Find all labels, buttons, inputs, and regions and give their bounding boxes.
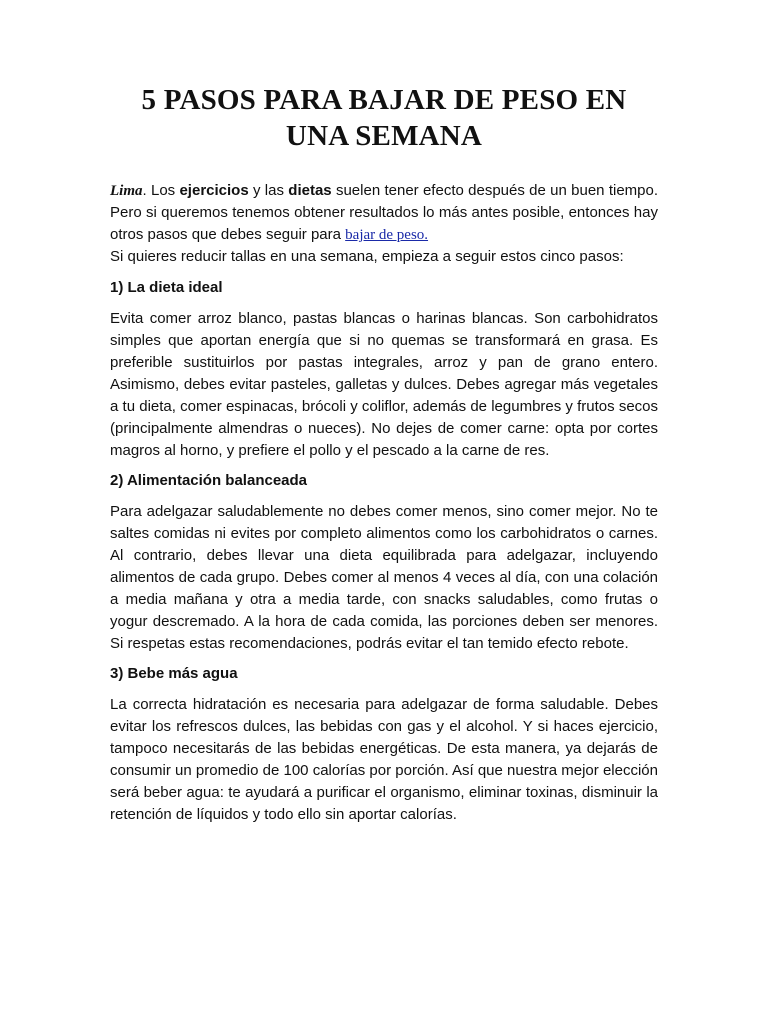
- intro-bold-dietas: dietas: [288, 182, 332, 199]
- intro-paragraph-2: Si quieres reducir tallas en una semana, empieza a seguir estos cinco pasos:: [110, 248, 624, 265]
- document-page: [110, 82, 658, 834]
- title-line-2: UNA SEMANA: [285, 120, 483, 152]
- bajar-de-peso-link[interactable]: bajar de peso.: [345, 227, 429, 243]
- intro-text-3: suelen tener efecto después de un buen tiempo. Pero si queremos tenemos obtener resultados lo más antes posible, entonces hay otros pasos que debes seguir para: [110, 182, 659, 243]
- section-3-heading: 3) Bebe más agua: [110, 665, 238, 682]
- intro-bold-ejercicios: ejercicios: [179, 182, 249, 199]
- section-2-heading: 2) Alimentación balanceada: [110, 472, 308, 489]
- section-1-body: Evita comer arroz blanco, pastas blancas o harinas blancas. Son carbohidratos simples que aportan energía que si no quemas se transformará en grasa. Es preferible sustituirlos por pastas integrales, arroz y pan de grano entero. Asimismo, debes evitar pasteles, galletas y dulces. Debes agregar más vegetales a tu dieta, comer espinacas, brócoli y coliflor, además de legumbres y frutos secos (principalmente almendras o nueces). No dejes de comer carne: opta por cortes magros al horno, y prefiere el pollo y el pescado a la carne de res.: [110, 310, 658, 459]
- title-line-1: 5 PASOS PARA BAJAR DE PESO EN: [141, 84, 627, 116]
- section-1-heading: 1) La dieta ideal: [110, 279, 223, 296]
- section-3-body: La correcta hidratación es necesaria para adelgazar de forma saludable. Debes evitar los refrescos dulces, las bebidas con gas y el alcohol. Y si haces ejercicio, tampoco necesitarás de las bebidas energéticas. De esta manera, ya dejarás de consumir un promedio de 100 calorías por porción. Así que nuestra mejor elección será beber agua: te ayudará a purificar el organismo, eliminar toxinas, disminuir la retención de líquidos y todo ello sin aportar calorías.: [110, 696, 658, 823]
- intro-city: Lima: [110, 183, 143, 199]
- intro-paragraph: [110, 180, 658, 246]
- section-2-body: Para adelgazar saludablemente no debes comer menos, sino comer mejor. No te saltes comidas ni evites por completo alimentos como los carbohidratos o carnes. Al contrario, debes llevar una dieta equilibrada para adelgazar, incluyendo alimentos de cada grupo. Debes comer al menos 4 veces al día, con una colación a media mañana y otra a media tarde, con snacks saludables, como frutas o yogur descremado. A la hora de cada comida, las porciones deben ser menores. Si respetas estas recomendaciones, podrás evitar el tan temido efecto rebote.: [110, 503, 658, 652]
- intro-text-2: y las: [248, 182, 289, 199]
- intro-text-1: . Los: [142, 182, 180, 199]
- page-title: [110, 82, 658, 154]
